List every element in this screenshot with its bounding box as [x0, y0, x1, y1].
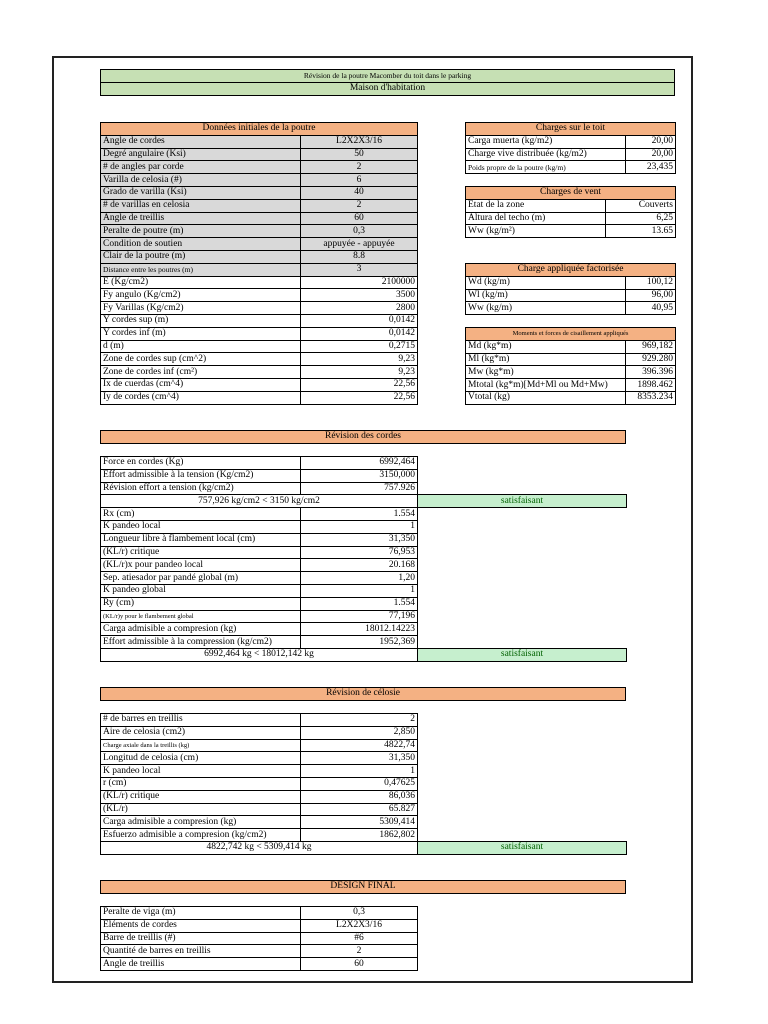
row-value: 0,0142	[301, 314, 418, 327]
row-label: Iy de cordes (cm^4)	[101, 391, 301, 404]
row-value: 65.827	[301, 803, 418, 816]
row-value: 0,47625	[301, 777, 418, 790]
row-label: Wd (kg/m)	[466, 276, 626, 289]
check-row	[101, 841, 627, 854]
table-row	[101, 366, 418, 379]
table-row	[101, 508, 627, 521]
row-value: 20.168	[301, 559, 418, 572]
row-value: 0,3	[301, 225, 418, 238]
row-value: 76,953	[301, 546, 418, 559]
row-value: 1862,802	[301, 829, 418, 842]
initial-data-table	[100, 122, 418, 405]
row-value: 18012.14223	[301, 623, 418, 636]
row-value: 9,23	[301, 353, 418, 366]
row-label: (KL/r)y pour le flambement global	[101, 610, 301, 623]
empty-cell	[418, 520, 627, 533]
empty-cell	[418, 572, 627, 585]
row-value: 60	[301, 212, 418, 225]
row-value: 2	[301, 199, 418, 212]
row-label: Y cordes sup (m)	[101, 314, 301, 327]
empty-cell	[418, 559, 627, 572]
design-header: DESIGN FINAL	[101, 881, 626, 894]
row-label: # de varillas en celosia	[101, 199, 301, 212]
table-row	[101, 391, 418, 404]
table-row	[101, 250, 418, 263]
empty-cell	[418, 752, 627, 765]
table-row	[466, 302, 676, 315]
row-value: 3	[301, 263, 418, 276]
row-label: Rx (cm)	[101, 508, 301, 521]
empty-cell	[418, 803, 627, 816]
table-row	[101, 572, 627, 585]
table-row	[101, 161, 418, 174]
empty-cell	[418, 623, 627, 636]
row-label: Mw (kg*m)	[466, 366, 626, 379]
table-row	[101, 610, 627, 623]
row-label: Effort admissible à la compression (kg/cm2)	[101, 636, 301, 649]
row-value: 40	[301, 186, 418, 199]
row-value: 929.280	[626, 353, 676, 366]
table-row	[466, 391, 676, 404]
row-value: 22,56	[301, 391, 418, 404]
row-label: Force en cordes (Kg)	[101, 457, 301, 470]
table-row	[466, 289, 676, 302]
empty-cell	[418, 508, 627, 521]
row-label: # de angles par corde	[101, 161, 301, 174]
row-label: Condition de soutien	[101, 238, 301, 251]
row-value: 50	[301, 148, 418, 161]
row-label: Ry (cm)	[101, 597, 301, 610]
row-label: E (Kg/cm2)	[101, 276, 301, 289]
row-label: (KL/r) critique	[101, 790, 301, 803]
table-row	[101, 790, 627, 803]
row-value: 31,350	[301, 752, 418, 765]
row-label: d (m)	[101, 340, 301, 353]
row-label: Ml (kg*m)	[466, 353, 626, 366]
check-expression: 4822,742 kg < 5309,414 kg	[101, 841, 418, 854]
empty-cell	[418, 790, 627, 803]
row-value: 757.926	[301, 482, 418, 495]
row-value: 6	[301, 174, 418, 187]
table-row	[466, 148, 676, 161]
row-value: 40,95	[626, 302, 676, 315]
empty-cell	[418, 726, 627, 739]
row-label: Grado de varilla (Ksi)	[101, 186, 301, 199]
row-label: Esfuerzo admisible a compresion (kg/cm2)	[101, 829, 301, 842]
empty-cell	[418, 610, 627, 623]
row-label: Varilla de celosia (#)	[101, 174, 301, 187]
row-label: Effort admissible à la tension (Kg/cm2)	[101, 469, 301, 482]
row-value: 1.554	[301, 597, 418, 610]
row-label: Etat de la zone	[466, 199, 606, 212]
row-value: 20,00	[626, 148, 676, 161]
status-badge: satisfaisant	[418, 841, 627, 854]
empty-cell	[418, 584, 627, 597]
empty-cell	[418, 546, 627, 559]
table-row	[466, 276, 676, 289]
row-label: Carga admisible a compresion (kg)	[101, 816, 301, 829]
table-row	[101, 289, 418, 302]
table-row	[101, 199, 418, 212]
table-row	[101, 302, 418, 315]
table-row	[466, 353, 676, 366]
row-label: Aire de celosia (cm2)	[101, 726, 301, 739]
initial-data-header: Données initiales de la poutre	[101, 123, 418, 136]
table-row	[101, 186, 418, 199]
table-row	[466, 161, 676, 174]
empty-cell	[418, 777, 627, 790]
row-value: 3150,000	[301, 469, 418, 482]
row-label: Barre de treillis (#)	[101, 932, 301, 945]
row-value: 20,00	[626, 135, 676, 148]
chords-header: Révision des cordes	[101, 431, 626, 444]
table-row	[466, 379, 676, 392]
row-value: 1.554	[301, 508, 418, 521]
table-row	[101, 636, 627, 649]
factored-loads-table	[465, 263, 676, 315]
row-value: 100,12	[626, 276, 676, 289]
table-row	[101, 958, 418, 971]
row-label: Longueur libre à flambement local (cm)	[101, 533, 301, 546]
table-row	[101, 546, 627, 559]
table-row	[466, 366, 676, 379]
table-row	[466, 199, 676, 212]
row-label: Ww (kg/m²)	[466, 225, 606, 238]
row-value: 8.8	[301, 250, 418, 263]
row-label: Vtotal (kg)	[466, 391, 626, 404]
table-row	[101, 623, 627, 636]
row-value: 86,036	[301, 790, 418, 803]
row-label: Sep. atiesador par pandé global (m)	[101, 572, 301, 585]
row-value: #6	[301, 932, 418, 945]
row-value: 22,56	[301, 378, 418, 391]
row-value: 23,435	[626, 161, 676, 174]
chords-table	[100, 456, 627, 662]
row-label: Ww (kg/m)	[466, 302, 626, 315]
table-row	[466, 135, 676, 148]
table-row	[101, 174, 418, 187]
table-row	[466, 212, 676, 225]
empty-cell	[418, 765, 627, 778]
row-label: Altura del techo (m)	[466, 212, 606, 225]
wind-loads-header: Charges de vent	[466, 187, 676, 200]
row-label: Clair de la poutre (m)	[101, 250, 301, 263]
status-badge: satisfaisant	[418, 495, 627, 508]
empty-cell	[418, 636, 627, 649]
row-label: Md (kg*m)	[466, 340, 626, 353]
table-row	[101, 559, 627, 572]
lattice-table	[100, 713, 627, 855]
row-label: (KL/r)	[101, 803, 301, 816]
row-value: 2,850	[301, 726, 418, 739]
row-label: Fy Varillas (Kg/cm2)	[101, 302, 301, 315]
check-row	[101, 648, 627, 661]
table-row	[101, 714, 627, 727]
row-value: 2	[301, 161, 418, 174]
row-label: K pandeo global	[101, 584, 301, 597]
table-row	[101, 945, 418, 958]
empty-cell	[418, 816, 627, 829]
row-value: 396.396	[626, 366, 676, 379]
table-row	[101, 135, 418, 148]
row-label: (KL/r) critique	[101, 546, 301, 559]
row-value: L2X2X3/16	[301, 919, 418, 932]
table-row	[101, 907, 418, 920]
empty-cell	[418, 533, 627, 546]
table-row	[101, 816, 627, 829]
row-value: 5309,414	[301, 816, 418, 829]
row-value: 1,20	[301, 572, 418, 585]
empty-cell	[418, 457, 627, 470]
table-row	[101, 469, 627, 482]
table-row	[101, 340, 418, 353]
table-row	[101, 739, 627, 752]
table-row	[101, 148, 418, 161]
row-label: Y cordes inf (m)	[101, 327, 301, 340]
table-row	[101, 919, 418, 932]
row-value: 6992,464	[301, 457, 418, 470]
table-row	[101, 597, 627, 610]
moments-header: Moments et forces de cisaillement appliqués	[466, 328, 676, 341]
row-label: Carga admisible a compresion (kg)	[101, 623, 301, 636]
row-value: 9,23	[301, 366, 418, 379]
row-label: Fy angulo (Kg/cm2)	[101, 289, 301, 302]
table-row	[101, 212, 418, 225]
row-value: 1952,369	[301, 636, 418, 649]
row-label: Angle de cordes	[101, 135, 301, 148]
roof-loads-table	[465, 122, 676, 174]
table-row	[101, 263, 418, 276]
check-expression: 6992,464 kg < 18012,142 kg	[101, 648, 418, 661]
empty-cell	[418, 829, 627, 842]
table-row	[101, 777, 627, 790]
empty-cell	[418, 469, 627, 482]
table-row	[101, 353, 418, 366]
table-row	[101, 726, 627, 739]
lattice-header: Révision de célosie	[101, 688, 626, 701]
table-row	[466, 340, 676, 353]
table-row	[101, 314, 418, 327]
row-label: r (cm)	[101, 777, 301, 790]
factored-loads-header: Charge appliquée factorisée	[466, 264, 676, 277]
row-label: # de barres en treillis	[101, 714, 301, 727]
row-value: 0,2715	[301, 340, 418, 353]
row-value: 0,3	[301, 907, 418, 920]
row-value: 1	[301, 520, 418, 533]
row-label: Angle de treillis	[101, 958, 301, 971]
row-value: 13.65	[606, 225, 676, 238]
row-value: 0,0142	[301, 327, 418, 340]
table-row	[101, 533, 627, 546]
table-row	[101, 225, 418, 238]
moments-table	[465, 327, 676, 405]
row-label: Wl (kg/m)	[466, 289, 626, 302]
row-value: Couverts	[606, 199, 676, 212]
empty-cell	[418, 714, 627, 727]
empty-cell	[418, 739, 627, 752]
row-label: K pandeo local	[101, 520, 301, 533]
title-line-2: Maison d'habitation	[101, 82, 675, 95]
table-row	[101, 803, 627, 816]
row-label: Quantité de barres en treillis	[101, 945, 301, 958]
row-value: 2100000	[301, 276, 418, 289]
row-label: Charge axiale dans la treillis (kg)	[101, 739, 301, 752]
row-value: 1898.462	[626, 379, 676, 392]
table-row	[101, 276, 418, 289]
row-value: 3500	[301, 289, 418, 302]
table-row	[101, 765, 627, 778]
row-label: Distance entre les poutres (m)	[101, 263, 301, 276]
row-value: 4822,74	[301, 739, 418, 752]
table-row	[101, 752, 627, 765]
row-label: Zone de cordes inf (cm²)	[101, 366, 301, 379]
table-row	[466, 225, 676, 238]
empty-cell	[418, 597, 627, 610]
table-row	[101, 932, 418, 945]
row-value: 969,182	[626, 340, 676, 353]
row-value: 2800	[301, 302, 418, 315]
row-label: Peralte de poutre (m)	[101, 225, 301, 238]
table-row	[101, 457, 627, 470]
row-value: 1	[301, 765, 418, 778]
row-value: 6,25	[606, 212, 676, 225]
row-label: Ix de cuerdas (cm^4)	[101, 378, 301, 391]
row-value: appuyée - appuyée	[301, 238, 418, 251]
table-row	[101, 378, 418, 391]
table-row	[101, 584, 627, 597]
row-label: (KL/r)x pour pandeo local	[101, 559, 301, 572]
row-value: 2	[301, 714, 418, 727]
row-value: 77,196	[301, 610, 418, 623]
row-label: Mtotal (kg*m)[Md+Ml ou Md+Mw)	[466, 379, 626, 392]
chords-header-table	[100, 430, 626, 444]
table-row	[101, 327, 418, 340]
row-label: Zone de cordes sup (cm^2)	[101, 353, 301, 366]
row-value: 2	[301, 945, 418, 958]
row-label: Révision effort a tension (kg/cm2)	[101, 482, 301, 495]
check-row	[101, 495, 627, 508]
table-row	[101, 482, 627, 495]
title-line-1: Révision de la poutre Macomber du toit dans le parking	[101, 70, 675, 83]
wind-loads-table	[465, 186, 676, 238]
row-value: 31,350	[301, 533, 418, 546]
design-header-table	[100, 880, 626, 894]
row-label: Angle de treillis	[101, 212, 301, 225]
row-label: Degré angulaire (Ksi)	[101, 148, 301, 161]
row-label: Longitud de celosia (cm)	[101, 752, 301, 765]
row-value: L2X2X3/16	[301, 135, 418, 148]
row-label: Carga muerta (kg/m2)	[466, 135, 626, 148]
row-label: Charge vive distribuée (kg/m2)	[466, 148, 626, 161]
table-row	[101, 829, 627, 842]
row-label: Poids propre de la poutre (kg/m)	[466, 161, 626, 174]
table-row	[101, 238, 418, 251]
row-label: Peralte de viga (m)	[101, 907, 301, 920]
row-label: K pandeo local	[101, 765, 301, 778]
check-expression: 757,926 kg/cm2 < 3150 kg/cm2	[101, 495, 418, 508]
table-row	[101, 520, 627, 533]
row-value: 60	[301, 958, 418, 971]
status-badge: satisfaisant	[418, 648, 627, 661]
title-block	[100, 69, 675, 96]
row-value: 96,00	[626, 289, 676, 302]
empty-cell	[418, 482, 627, 495]
design-final-table	[100, 906, 418, 971]
lattice-header-table	[100, 687, 626, 701]
roof-loads-header: Charges sur le toit	[466, 123, 676, 136]
row-value: 8353.234	[626, 391, 676, 404]
row-label: Eléments de cordes	[101, 919, 301, 932]
row-value: 1	[301, 584, 418, 597]
